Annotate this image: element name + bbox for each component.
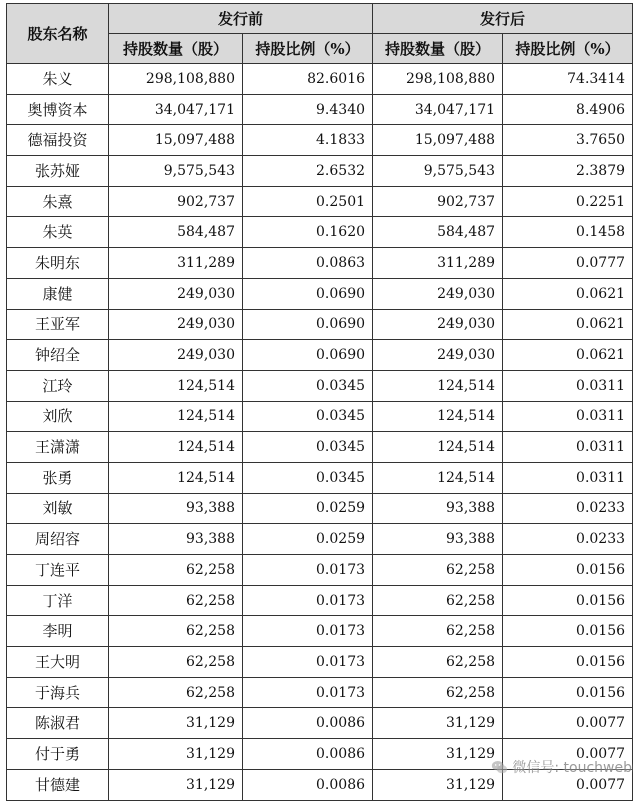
after-shares-cell: 93,388	[373, 493, 503, 524]
after-shares-cell: 34,047,171	[373, 94, 503, 125]
table-body	[7, 64, 633, 801]
table-row	[7, 370, 633, 401]
table-row	[7, 401, 633, 432]
watermark-text: 微信号: touchweb	[512, 760, 632, 776]
table-row	[7, 493, 633, 524]
shareholder-name-cell: 朱明东	[7, 248, 109, 279]
after-shares-cell: 31,129	[373, 739, 503, 770]
shareholder-name-cell: 甘德建	[7, 769, 109, 800]
before-ratio-cell: 0.0173	[243, 616, 373, 647]
before-shares-cell: 9,575,543	[109, 156, 243, 187]
header-shareholder-name: 股东名称	[7, 4, 109, 64]
header-before-ratio: 持股比例（%）	[243, 34, 373, 64]
after-shares-cell: 249,030	[373, 309, 503, 340]
table-row	[7, 677, 633, 708]
before-shares-cell: 62,258	[109, 677, 243, 708]
after-ratio-cell: 0.0621	[503, 278, 633, 309]
before-ratio-cell: 0.0173	[243, 585, 373, 616]
before-ratio-cell: 0.0690	[243, 309, 373, 340]
after-shares-cell: 9,575,543	[373, 156, 503, 187]
before-shares-cell: 62,258	[109, 616, 243, 647]
after-ratio-cell: 8.4906	[503, 94, 633, 125]
table-row	[7, 309, 633, 340]
table-row	[7, 156, 633, 187]
after-shares-cell: 311,289	[373, 248, 503, 279]
shareholder-name-cell: 周绍容	[7, 524, 109, 555]
after-shares-cell: 62,258	[373, 585, 503, 616]
after-shares-cell: 31,129	[373, 708, 503, 739]
shareholder-name-cell: 德福投资	[7, 125, 109, 156]
shareholder-name-cell: 朱义	[7, 64, 109, 95]
wechat-icon	[491, 759, 508, 776]
after-ratio-cell: 0.0621	[503, 340, 633, 371]
before-ratio-cell: 0.0086	[243, 708, 373, 739]
after-ratio-cell: 0.0233	[503, 524, 633, 555]
after-shares-cell: 93,388	[373, 524, 503, 555]
after-shares-cell: 249,030	[373, 340, 503, 371]
before-shares-cell: 31,129	[109, 708, 243, 739]
after-ratio-cell: 0.0156	[503, 616, 633, 647]
after-shares-cell: 584,487	[373, 217, 503, 248]
before-shares-cell: 93,388	[109, 493, 243, 524]
before-ratio-cell: 0.0259	[243, 524, 373, 555]
before-shares-cell: 15,097,488	[109, 125, 243, 156]
before-ratio-cell: 82.6016	[243, 64, 373, 95]
table-row	[7, 125, 633, 156]
after-ratio-cell: 0.0156	[503, 555, 633, 586]
after-shares-cell: 31,129	[373, 769, 503, 800]
after-shares-cell: 15,097,488	[373, 125, 503, 156]
before-shares-cell: 124,514	[109, 370, 243, 401]
shareholder-name-cell: 李明	[7, 616, 109, 647]
after-shares-cell: 62,258	[373, 616, 503, 647]
before-shares-cell: 298,108,880	[109, 64, 243, 95]
before-ratio-cell: 0.0086	[243, 739, 373, 770]
before-ratio-cell: 2.6532	[243, 156, 373, 187]
before-ratio-cell: 0.0345	[243, 462, 373, 493]
after-shares-cell: 62,258	[373, 677, 503, 708]
before-ratio-cell: 4.1833	[243, 125, 373, 156]
after-ratio-cell: 0.0077	[503, 739, 633, 770]
shareholder-name-cell: 丁连平	[7, 555, 109, 586]
before-ratio-cell: 0.0690	[243, 278, 373, 309]
before-shares-cell: 124,514	[109, 462, 243, 493]
table-row	[7, 278, 633, 309]
before-shares-cell: 34,047,171	[109, 94, 243, 125]
after-shares-cell: 124,514	[373, 401, 503, 432]
watermark	[491, 757, 632, 777]
before-shares-cell: 902,737	[109, 186, 243, 217]
before-shares-cell: 249,030	[109, 340, 243, 371]
shareholder-name-cell: 康健	[7, 278, 109, 309]
before-ratio-cell: 0.0345	[243, 401, 373, 432]
after-ratio-cell: 0.0077	[503, 769, 633, 800]
shareholder-name-cell: 朱熹	[7, 186, 109, 217]
shareholder-name-cell: 王亚军	[7, 309, 109, 340]
before-shares-cell: 584,487	[109, 217, 243, 248]
after-ratio-cell: 0.0311	[503, 401, 633, 432]
header-after-issuance: 发行后	[373, 4, 633, 34]
after-shares-cell: 298,108,880	[373, 64, 503, 95]
after-ratio-cell: 0.0233	[503, 493, 633, 524]
before-ratio-cell: 0.0345	[243, 370, 373, 401]
table-row	[7, 340, 633, 371]
table-row	[7, 708, 633, 739]
before-ratio-cell: 0.0086	[243, 769, 373, 800]
shareholder-name-cell: 王大明	[7, 647, 109, 678]
shareholder-name-cell: 于海兵	[7, 677, 109, 708]
table-row	[7, 64, 633, 95]
table-row	[7, 585, 633, 616]
shareholder-table	[6, 3, 633, 801]
before-shares-cell: 31,129	[109, 769, 243, 800]
before-ratio-cell: 0.1620	[243, 217, 373, 248]
before-shares-cell: 124,514	[109, 432, 243, 463]
after-shares-cell: 124,514	[373, 462, 503, 493]
shareholder-name-cell: 陈淑君	[7, 708, 109, 739]
before-shares-cell: 62,258	[109, 555, 243, 586]
table-header	[7, 4, 633, 64]
before-ratio-cell: 0.0173	[243, 555, 373, 586]
table-row	[7, 94, 633, 125]
table-row	[7, 462, 633, 493]
after-shares-cell: 124,514	[373, 432, 503, 463]
after-ratio-cell: 0.2251	[503, 186, 633, 217]
after-shares-cell: 902,737	[373, 186, 503, 217]
table-row	[7, 217, 633, 248]
shareholder-name-cell: 刘敏	[7, 493, 109, 524]
before-shares-cell: 93,388	[109, 524, 243, 555]
table-row	[7, 248, 633, 279]
before-ratio-cell: 0.0690	[243, 340, 373, 371]
shareholder-name-cell: 钟绍全	[7, 340, 109, 371]
after-ratio-cell: 3.7650	[503, 125, 633, 156]
after-ratio-cell: 2.3879	[503, 156, 633, 187]
before-shares-cell: 249,030	[109, 309, 243, 340]
table-row	[7, 647, 633, 678]
after-ratio-cell: 0.0777	[503, 248, 633, 279]
after-ratio-cell: 0.0077	[503, 708, 633, 739]
table-row	[7, 432, 633, 463]
before-shares-cell: 31,129	[109, 739, 243, 770]
before-ratio-cell: 9.4340	[243, 94, 373, 125]
before-ratio-cell: 0.0259	[243, 493, 373, 524]
before-ratio-cell: 0.0345	[243, 432, 373, 463]
before-shares-cell: 62,258	[109, 647, 243, 678]
after-ratio-cell: 0.1458	[503, 217, 633, 248]
before-shares-cell: 124,514	[109, 401, 243, 432]
after-ratio-cell: 0.0156	[503, 677, 633, 708]
after-shares-cell: 62,258	[373, 555, 503, 586]
before-shares-cell: 62,258	[109, 585, 243, 616]
shareholder-name-cell: 张苏娅	[7, 156, 109, 187]
header-after-shares: 持股数量（股）	[373, 34, 503, 64]
shareholder-name-cell: 付于勇	[7, 739, 109, 770]
header-after-ratio: 持股比例（%）	[503, 34, 633, 64]
after-shares-cell: 124,514	[373, 370, 503, 401]
shareholder-name-cell: 江玲	[7, 370, 109, 401]
table-row	[7, 616, 633, 647]
after-ratio-cell: 0.0311	[503, 370, 633, 401]
table-row	[7, 555, 633, 586]
shareholder-name-cell: 张勇	[7, 462, 109, 493]
shareholder-name-cell: 刘欣	[7, 401, 109, 432]
after-ratio-cell: 0.0621	[503, 309, 633, 340]
after-shares-cell: 249,030	[373, 278, 503, 309]
before-ratio-cell: 0.0863	[243, 248, 373, 279]
after-ratio-cell: 0.0311	[503, 432, 633, 463]
after-ratio-cell: 74.3414	[503, 64, 633, 95]
before-shares-cell: 249,030	[109, 278, 243, 309]
header-before-issuance: 发行前	[109, 4, 373, 34]
shareholder-name-cell: 奥博资本	[7, 94, 109, 125]
header-before-shares: 持股数量（股）	[109, 34, 243, 64]
after-ratio-cell: 0.0311	[503, 462, 633, 493]
table-row	[7, 186, 633, 217]
after-ratio-cell: 0.0156	[503, 585, 633, 616]
table-row	[7, 524, 633, 555]
before-shares-cell: 311,289	[109, 248, 243, 279]
shareholder-name-cell: 丁洋	[7, 585, 109, 616]
before-ratio-cell: 0.2501	[243, 186, 373, 217]
before-ratio-cell: 0.0173	[243, 677, 373, 708]
before-ratio-cell: 0.0173	[243, 647, 373, 678]
after-ratio-cell: 0.0156	[503, 647, 633, 678]
shareholder-name-cell: 朱英	[7, 217, 109, 248]
after-shares-cell: 62,258	[373, 647, 503, 678]
shareholder-name-cell: 王潇潇	[7, 432, 109, 463]
